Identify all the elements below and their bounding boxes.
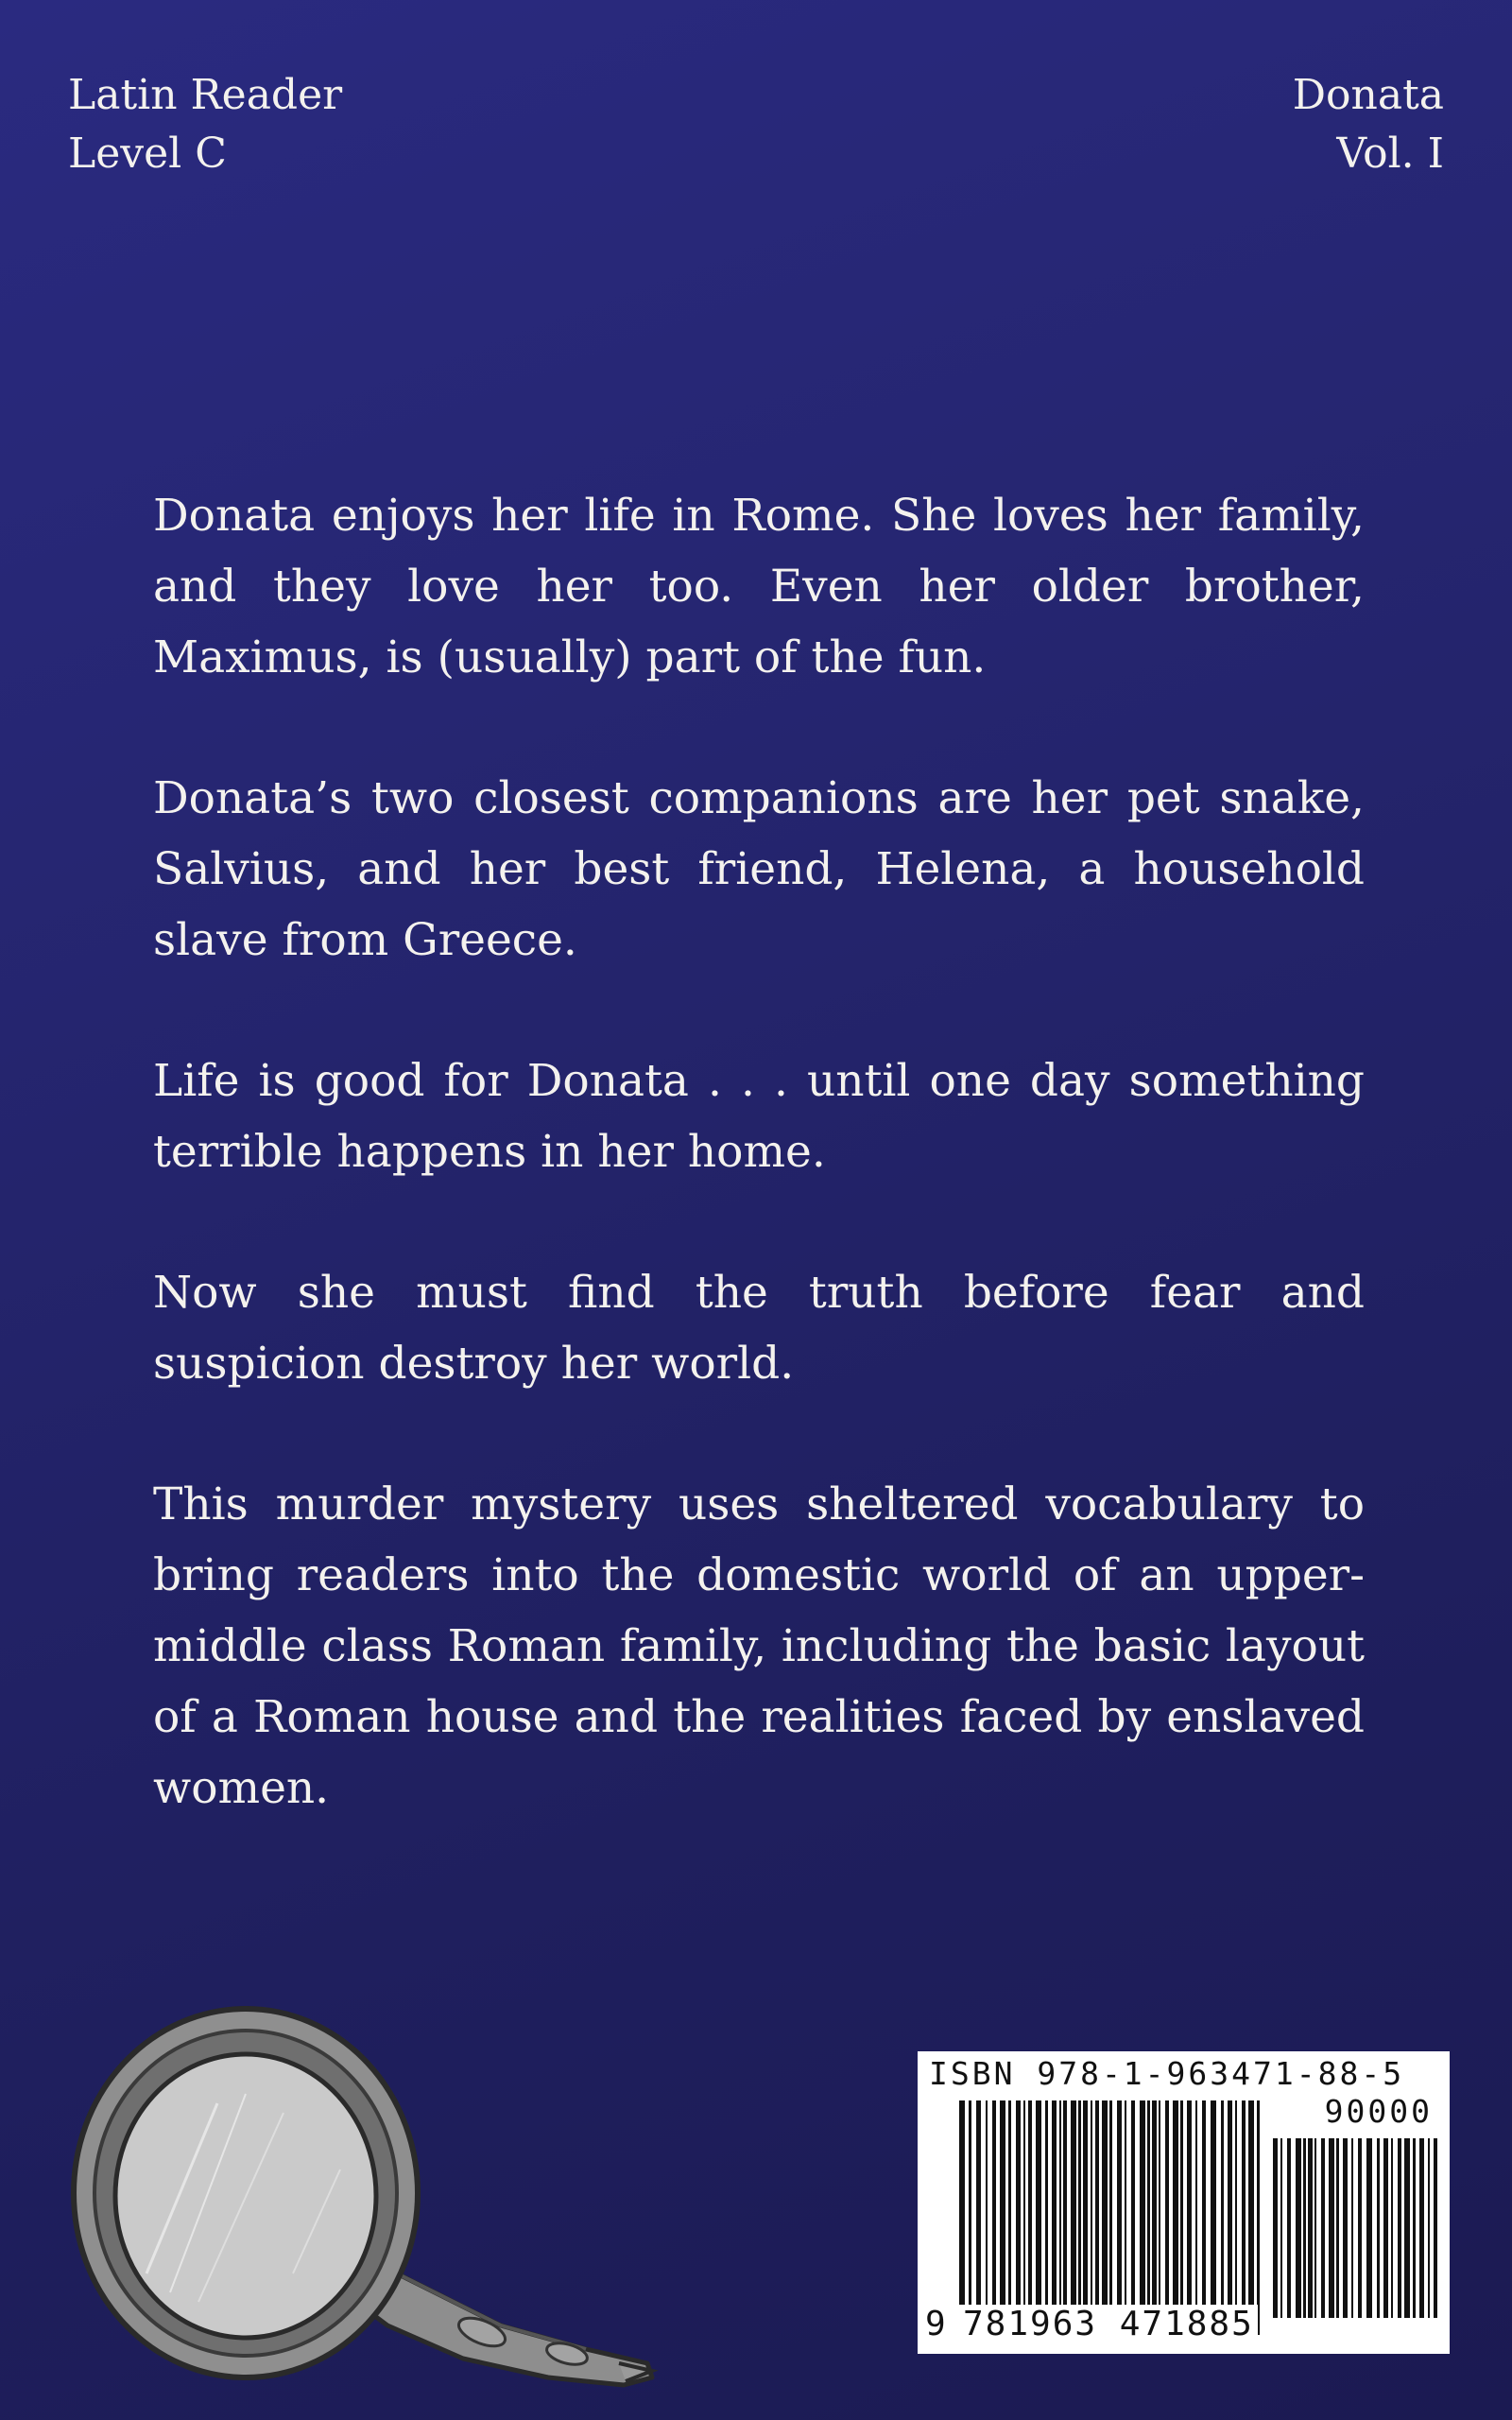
blurb-paragraph: Now she must find the truth before fear and suspicion destroy her world.: [153, 1267, 1365, 1390]
blurb-paragraph: Life is good for Donata . . . until one day something terrible happens in her home.: [153, 1055, 1365, 1178]
barcode-bar: [992, 2100, 996, 2335]
barcode-bar: [1383, 2138, 1388, 2318]
barcode-bar: [1398, 2138, 1401, 2318]
barcode-bar: [986, 2100, 988, 2335]
hand-mirror-icon: [57, 1990, 671, 2406]
barcode-bar: [1023, 2100, 1025, 2335]
barcode-bar: [1063, 2100, 1067, 2335]
barcode-bar: [969, 2100, 971, 2335]
book-title: Donata: [1292, 71, 1444, 119]
barcode-bar: [1351, 2138, 1353, 2318]
barcode-bar: [1028, 2100, 1032, 2335]
barcode-bar: [1366, 2138, 1372, 2318]
barcode-bar: [1078, 2100, 1081, 2335]
isbn-addon: 90000: [1324, 2093, 1433, 2130]
barcode-bar: [1391, 2138, 1393, 2318]
barcode-bar: [1242, 2100, 1246, 2335]
barcode-bar: [1147, 2100, 1150, 2335]
barcode-bar: [1091, 2100, 1092, 2335]
barcode-bar: [1140, 2100, 1145, 2335]
barcode-first-digit: 9: [925, 2305, 946, 2343]
barcode-bar: [1000, 2100, 1005, 2335]
barcode-digits: 781963 471885: [959, 2305, 1258, 2343]
barcode-bar: [1083, 2100, 1088, 2335]
barcode-bar: [1159, 2100, 1160, 2335]
barcode-bar: [1187, 2100, 1192, 2335]
barcode-bar: [1329, 2138, 1334, 2318]
barcode-bar: [1125, 2100, 1126, 2335]
barcode-bar: [1273, 2138, 1278, 2318]
barcode-bar: [1434, 2138, 1437, 2318]
barcode-bar: [1131, 2100, 1135, 2335]
barcode-bar: [1059, 2100, 1061, 2335]
barcode-bar: [1321, 2138, 1325, 2318]
barcode-bar: [1404, 2138, 1410, 2318]
barcode-bar: [1045, 2100, 1048, 2335]
barcode-bar: [1228, 2100, 1232, 2335]
back-cover-blurb: [153, 480, 1365, 1893]
barcode-bar: [1257, 2100, 1260, 2335]
barcode-bar: [1303, 2138, 1306, 2318]
book-label: [1293, 66, 1444, 183]
barcode-bar: [1221, 2100, 1224, 2335]
series-level: Level C: [68, 130, 227, 178]
barcode-bar: [1117, 2100, 1122, 2335]
barcode-bar: [1071, 2100, 1076, 2335]
barcode-bar: [1336, 2138, 1339, 2318]
barcode-bar: [1102, 2100, 1108, 2335]
barcode-bar: [1202, 2100, 1206, 2335]
barcode-bar: [1287, 2138, 1291, 2318]
barcode-bar: [1152, 2100, 1157, 2335]
series-title: Latin Reader: [68, 71, 343, 119]
barcode-bar: [1211, 2100, 1216, 2335]
blurb-paragraph: This murder mystery uses sheltered vocabulary to bring readers into the domestic world of an upper-middle class Roman family, including the basic layout of a Roman house and the realities faced by enslaved women.: [153, 1478, 1365, 1814]
barcode-bar: [1377, 2138, 1380, 2318]
barcode-bar: [1308, 2138, 1313, 2318]
barcode-bar: [1419, 2138, 1424, 2318]
barcode-bar: [1173, 2100, 1178, 2335]
series-label: [68, 66, 342, 183]
barcode-bar: [1314, 2138, 1316, 2318]
barcode-bar: [1016, 2100, 1021, 2335]
barcode-bar: [1235, 2100, 1237, 2335]
isbn-barcode: [918, 2051, 1450, 2354]
barcode-bar: [1248, 2100, 1254, 2335]
barcode-bar: [1095, 2100, 1099, 2335]
blurb-paragraph: Donata’s two closest companions are her pet snake, Salvius, and her best friend, Helena, a household slave from Greece.: [153, 772, 1365, 966]
barcode-bar: [1008, 2100, 1011, 2335]
barcode-bar: [1195, 2100, 1197, 2335]
barcode-bar: [1052, 2100, 1057, 2335]
barcode-bar: [1358, 2138, 1362, 2318]
barcode-bar: [1428, 2138, 1430, 2318]
barcode-bar: [1343, 2138, 1348, 2318]
barcode-bar: [1109, 2100, 1112, 2335]
barcode-bar: [1296, 2138, 1301, 2318]
book-volume: Vol. I: [1336, 130, 1444, 178]
barcode-bar: [1280, 2138, 1282, 2318]
barcode-bar: [1180, 2100, 1183, 2335]
barcode-bar: [959, 2100, 965, 2335]
barcode-bar: [1165, 2100, 1169, 2335]
isbn-label: ISBN 978-1-963471-88-5: [929, 2055, 1405, 2092]
barcode-bar: [1036, 2100, 1041, 2335]
barcode-bar: [1413, 2138, 1416, 2318]
barcode-bar: [976, 2100, 981, 2335]
blurb-paragraph: Donata enjoys her life in Rome. She loves her family, and they love her too. Even her older brother, Maximus, is (usually) part of the fun.: [153, 490, 1365, 683]
